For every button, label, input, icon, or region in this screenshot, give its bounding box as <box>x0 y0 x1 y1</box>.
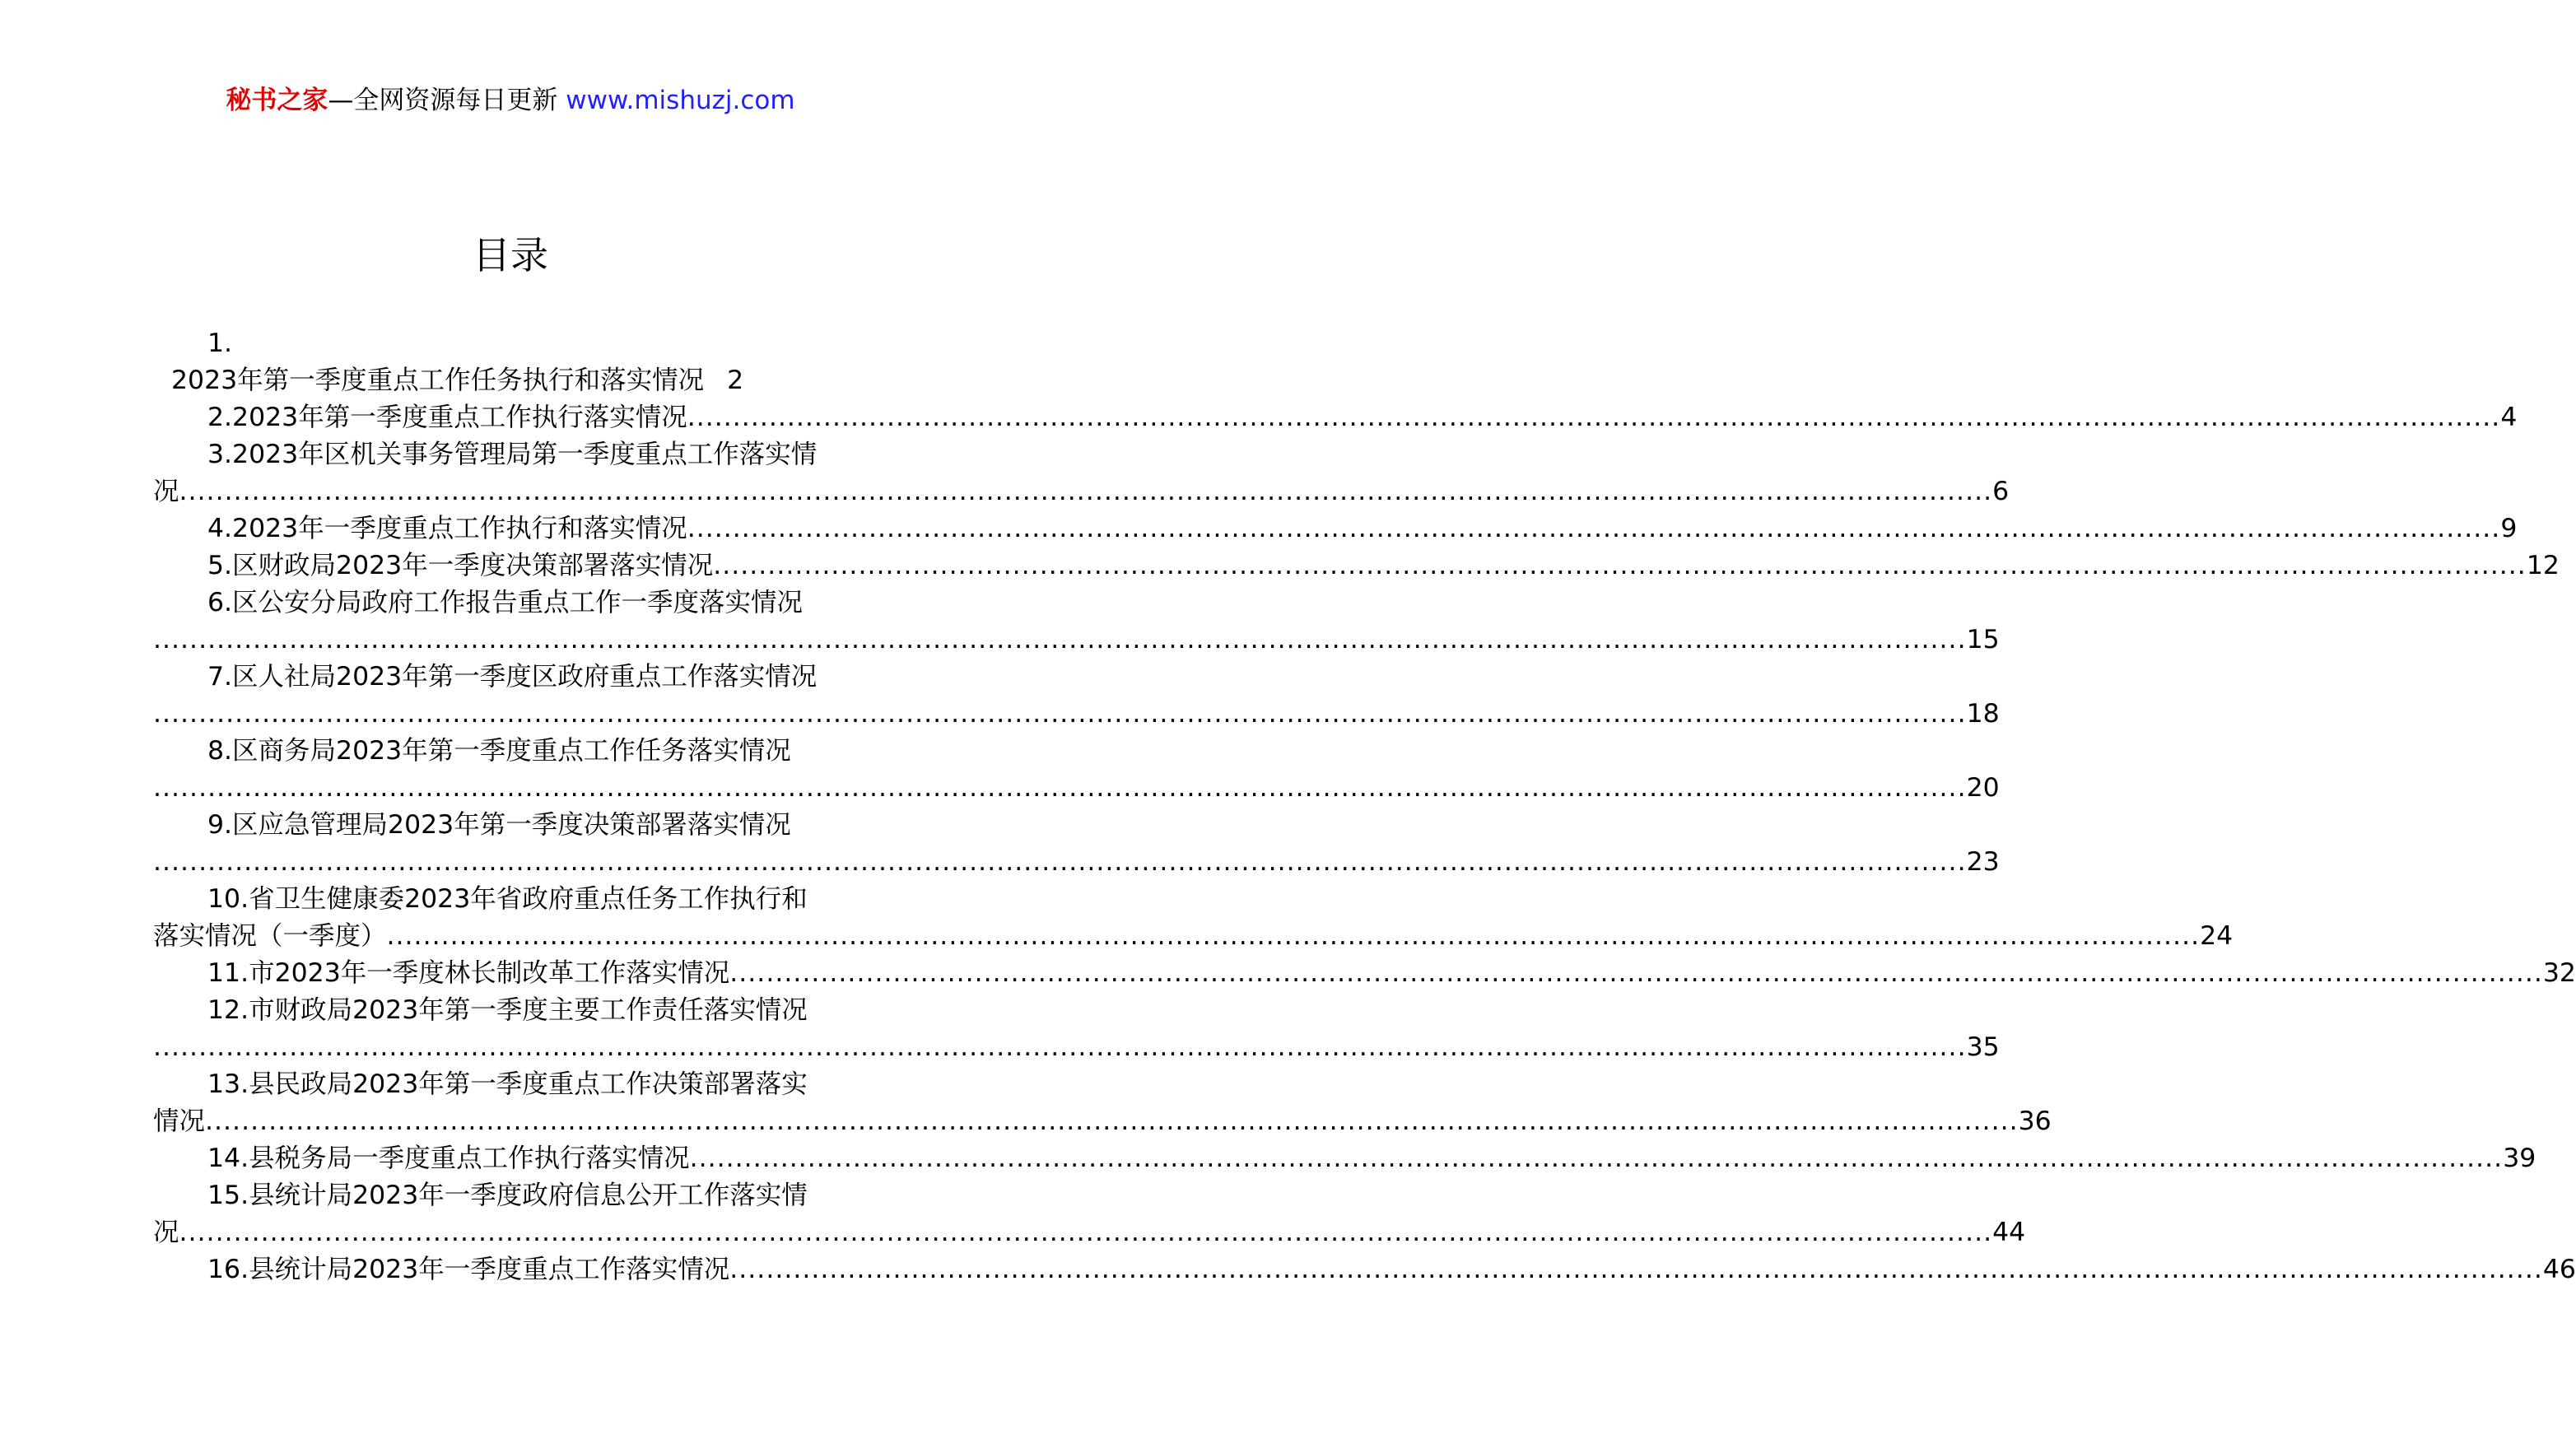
toc-entry-text: 2023年第一季度重点工作任务执行和落实情况 <box>171 366 705 395</box>
toc-entry-page: 44 <box>1992 1218 2026 1247</box>
toc-entry-page: 9 <box>2500 514 2518 543</box>
toc-leader-dots: ........................................................................................................................................................................................................ <box>729 1255 2543 1284</box>
toc-entry-4[interactable] <box>153 510 2518 547</box>
toc-entry-13-line1[interactable] <box>153 1066 864 1103</box>
toc-entry-8-line2[interactable] <box>153 770 2000 807</box>
toc-entry-12-line2[interactable] <box>153 1029 2000 1066</box>
toc-entry-number: 1. <box>207 328 233 358</box>
toc-entry-page: 20 <box>1966 773 2000 803</box>
toc-entry-text: 15.县统计局2023年一季度政府信息公开工作落实情 <box>207 1181 808 1210</box>
toc-entry-text-cont: 落实情况（一季度） <box>153 921 387 951</box>
brand-name: 秘书之家 <box>226 86 328 115</box>
toc-leader-dots: ........................................................................................................................................................................................................ <box>386 921 2201 951</box>
toc-entry-text: 10.省卫生健康委2023年省政府重点任务工作执行和 <box>207 884 808 914</box>
toc-entry-1[interactable] <box>153 362 864 399</box>
toc-entry-text: 11.市2023年一季度林长制改革工作落实情况 <box>207 958 730 988</box>
toc-entry-page: 12 <box>2526 551 2560 580</box>
toc-entry-page: 35 <box>1966 1032 2000 1062</box>
toc-entry-text-cont: 况 <box>153 1218 179 1247</box>
toc-entry-page: 2 <box>727 366 744 395</box>
toc-entry-8-line1[interactable] <box>153 733 864 770</box>
toc-leader-dots: ........................................................................................................................................................................................................ <box>713 551 2527 580</box>
toc-entry-6-line2[interactable] <box>153 622 2000 659</box>
toc-leader-dots: ........................................................................................................................................................................................................ <box>179 1218 1993 1247</box>
toc-leader-dots: ........................................................................................................................................................................................................ <box>689 1144 2504 1173</box>
toc-entry-3-line1[interactable] <box>153 436 864 473</box>
toc-entry-text: 9.区应急管理局2023年第一季度决策部署落实情况 <box>207 810 791 840</box>
toc-entry-13-line2[interactable] <box>153 1103 2052 1140</box>
toc-entry-text-cont: 情况 <box>153 1106 206 1136</box>
toc-entry-2[interactable] <box>153 399 2518 436</box>
toc-leader-dots: ........................................................................................................................................................................................................ <box>729 958 2543 988</box>
toc-leader-dots: ........................................................................................................................................................................................................ <box>205 1106 2019 1136</box>
toc-entry-page: 23 <box>1966 847 2000 877</box>
toc-entry-text: 7.区人社局2023年第一季度区政府重点工作落实情况 <box>207 662 818 692</box>
toc-entry-text: 12.市财政局2023年第一季度主要工作责任落实情况 <box>207 995 808 1025</box>
toc-entry-text: 4.2023年一季度重点工作执行和落实情况 <box>207 514 687 543</box>
toc-entry-page: 39 <box>2503 1144 2536 1173</box>
toc-leader-dots: ........................................................................................................................................................................................................ <box>153 1032 1967 1062</box>
toc-entry-7-line2[interactable] <box>153 696 2000 733</box>
toc-entry-text: 14.县税务局一季度重点工作执行落实情况 <box>207 1144 690 1173</box>
toc-entry-page: 6 <box>1992 477 2010 506</box>
toc-entry-page: 36 <box>2018 1106 2052 1136</box>
toc-entry-11[interactable] <box>153 955 2576 992</box>
table-of-contents <box>153 325 2576 1288</box>
toc-leader-dots: ........................................................................................................................................................................................................ <box>687 403 2501 432</box>
toc-entry-page: 18 <box>1966 699 2000 729</box>
toc-entry-text: 6.区公安分局政府工作报告重点工作一季度落实情况 <box>207 588 804 617</box>
toc-entry-5[interactable] <box>153 547 2560 585</box>
toc-entry-text: 2.2023年第一季度重点工作执行落实情况 <box>207 403 687 432</box>
toc-entry-3-line2[interactable] <box>153 473 2010 510</box>
toc-entry-15-line1[interactable] <box>153 1177 864 1214</box>
toc-entry-text: 8.区商务局2023年第一季度重点工作任务落实情况 <box>207 736 791 766</box>
toc-entry-page: 24 <box>2200 921 2234 951</box>
toc-entry-7-line1[interactable] <box>153 659 864 696</box>
toc-entry-text: 5.区财政局2023年一季度决策部署落实情况 <box>207 551 714 580</box>
site-url-link[interactable]: www.mishuzj.com <box>566 86 795 115</box>
toc-leader-dots: ........................................................................................................................................................................................................ <box>153 699 1967 729</box>
toc-entry-15-line2[interactable] <box>153 1214 2026 1251</box>
toc-entry-text-cont: 况 <box>153 477 179 506</box>
page-title: 目录 <box>473 233 548 277</box>
toc-entry-14[interactable] <box>153 1140 2536 1177</box>
toc-entry-9-line1[interactable] <box>153 807 864 844</box>
toc-entry-6-line1[interactable] <box>153 585 864 622</box>
toc-leader-dots: ........................................................................................................................................................................................................ <box>179 477 1993 506</box>
toc-entry-page: 4 <box>2500 403 2518 432</box>
toc-leader-dots: ........................................................................................................................................................................................................ <box>687 514 2501 543</box>
toc-entry-text: 13.县民政局2023年第一季度重点工作决策部署落实 <box>207 1069 808 1099</box>
toc-entry-page: 46 <box>2542 1255 2576 1284</box>
toc-entry-text: 16.县统计局2023年一季度重点工作落实情况 <box>207 1255 730 1284</box>
toc-entry-9-line2[interactable] <box>153 844 2000 881</box>
toc-leader-dots: ........................................................................................................................................................................................................ <box>153 625 1967 654</box>
toc-entry-1-number[interactable] <box>153 325 864 362</box>
header-slogan: —全网资源每日更新 <box>328 86 566 115</box>
toc-entry-text: 3.2023年区机关事务管理局第一季度重点工作落实情 <box>207 440 818 469</box>
toc-entry-10-line1[interactable] <box>153 881 864 918</box>
toc-leader-dots: ........................................................................................................................................................................................................ <box>153 847 1967 877</box>
toc-entry-16[interactable] <box>153 1251 2576 1288</box>
toc-entry-10-line2[interactable] <box>153 918 2234 955</box>
toc-entry-page: 15 <box>1966 625 2000 654</box>
site-header <box>0 82 1021 119</box>
toc-entry-12-line1[interactable] <box>153 992 864 1029</box>
toc-leader-dots: ........................................................................................................................................................................................................ <box>153 773 1967 803</box>
toc-entry-page: 32 <box>2542 958 2576 988</box>
